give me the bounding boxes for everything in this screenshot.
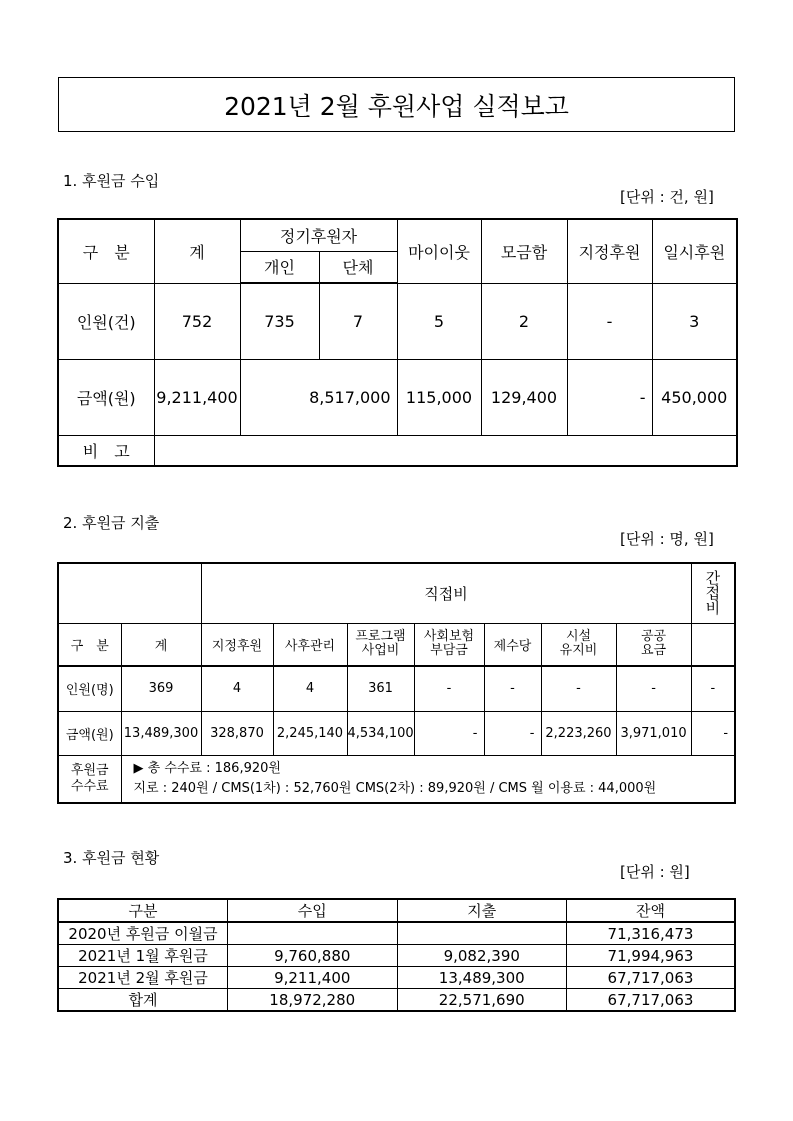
cell: 735 (240, 283, 319, 359)
cell: - (567, 283, 652, 359)
cell: 4 (201, 666, 273, 711)
expense-header-blank (58, 563, 201, 623)
expense-table (57, 562, 736, 804)
fee-breakdown-line: 지로 : 240원 / CMS(1차) : 52,760원 CMS(2차) : 89,920원 / CMS 월 이용료 : 44,000원 (133, 780, 657, 796)
expense-header-category: 구 분 (58, 623, 121, 666)
section3-unit: [단위 : 원] (620, 863, 690, 881)
cell: 129,400 (481, 359, 567, 435)
section3-heading: 3. 후원금 현황 (63, 849, 160, 867)
row-label: 2021년 2월 후원금 (58, 967, 228, 989)
cell: 8,517,000 (240, 359, 397, 435)
cell: 369 (121, 666, 201, 711)
cell: 2,223,260 (541, 711, 616, 755)
cell: 67,717,063 (567, 967, 736, 989)
cell: - (484, 711, 541, 755)
status-header-category: 구분 (58, 899, 228, 922)
fee-label: 후원금 수수료 (58, 755, 121, 803)
cell: - (567, 359, 652, 435)
cell: 13,489,300 (121, 711, 201, 755)
cell: 5 (397, 283, 481, 359)
cell: 450,000 (652, 359, 737, 435)
expense-header-insurance: 사회보험 부담금 (414, 623, 484, 666)
cell: 4 (273, 666, 347, 711)
income-header-individual: 개인 (240, 251, 319, 283)
cell: 71,316,473 (567, 922, 736, 945)
cell: 9,082,390 (397, 945, 567, 967)
expense-header-facility: 시설 유지비 (541, 623, 616, 666)
cell: 13,489,300 (397, 967, 567, 989)
cell: - (414, 666, 484, 711)
cell: 18,972,280 (228, 989, 398, 1012)
cell: 71,994,963 (567, 945, 736, 967)
cell: 9,760,880 (228, 945, 398, 967)
income-table (57, 218, 738, 467)
note-label: 비 고 (58, 435, 154, 466)
note-cell (154, 435, 737, 466)
cell (228, 922, 398, 945)
cell: - (616, 666, 691, 711)
expense-header-indirect: 간 접 비 (691, 563, 735, 623)
cell: - (414, 711, 484, 755)
page-title: 2021년 2월 후원사업 실적보고 (58, 77, 735, 132)
expense-header-total: 계 (121, 623, 201, 666)
row-label: 금액(원) (58, 711, 121, 755)
status-header-expense: 지출 (397, 899, 567, 922)
cell: 67,717,063 (567, 989, 736, 1012)
cell: 2,245,140 (273, 711, 347, 755)
expense-header-indirect-blank (691, 623, 735, 666)
cell: - (691, 711, 735, 755)
table-row (58, 359, 737, 435)
cell: 115,000 (397, 359, 481, 435)
expense-header-direct: 직접비 (201, 563, 691, 623)
cell: 328,870 (201, 711, 273, 755)
expense-header-utility: 공공 요금 (616, 623, 691, 666)
table-row (58, 666, 735, 711)
table-row (58, 711, 735, 755)
income-header-total: 계 (154, 219, 240, 283)
table-row (58, 967, 735, 989)
section2-heading: 2. 후원금 지출 (63, 514, 160, 532)
income-header-myneighbor: 마이이웃 (397, 219, 481, 283)
income-header-designated: 지정후원 (567, 219, 652, 283)
income-header-category: 구 분 (58, 219, 154, 283)
row-label: 2021년 1월 후원금 (58, 945, 228, 967)
status-header-income: 수입 (228, 899, 398, 922)
cell: - (691, 666, 735, 711)
income-header-temporary: 일시후원 (652, 219, 737, 283)
cell: 752 (154, 283, 240, 359)
row-label: 합계 (58, 989, 228, 1012)
cell: 7 (319, 283, 397, 359)
cell: 9,211,400 (228, 967, 398, 989)
table-row (58, 989, 735, 1012)
section1-heading: 1. 후원금 수입 (63, 172, 160, 190)
fee-total-line: ▶ 총 수수료 : 186,920원 (133, 760, 281, 776)
row-label: 인원(건) (58, 283, 154, 359)
cell: 3,971,010 (616, 711, 691, 755)
income-header-regular: 정기후원자 (240, 219, 397, 251)
table-row (58, 283, 737, 359)
section2-unit: [단위 : 명, 원] (620, 530, 714, 548)
cell: - (541, 666, 616, 711)
cell: 4,534,100 (347, 711, 414, 755)
table-row (58, 922, 735, 945)
cell: 9,211,400 (154, 359, 240, 435)
cell: - (484, 666, 541, 711)
cell: 2 (481, 283, 567, 359)
section1-unit: [단위 : 건, 원] (620, 188, 714, 206)
expense-header-program: 프로그램 사업비 (347, 623, 414, 666)
cell: 22,571,690 (397, 989, 567, 1012)
row-label: 2020년 후원금 이월금 (58, 922, 228, 945)
income-header-moneybox: 모금함 (481, 219, 567, 283)
cell (397, 922, 567, 945)
status-table (57, 898, 736, 1012)
fee-detail (121, 755, 735, 803)
row-label: 금액(원) (58, 359, 154, 435)
expense-header-aftercare: 사후관리 (273, 623, 347, 666)
cell: 3 (652, 283, 737, 359)
expense-header-designated: 지정후원 (201, 623, 273, 666)
row-label: 인원(명) (58, 666, 121, 711)
status-header-balance: 잔액 (567, 899, 736, 922)
table-row (58, 945, 735, 967)
expense-header-allowance: 제수당 (484, 623, 541, 666)
cell: 361 (347, 666, 414, 711)
income-header-group: 단체 (319, 251, 397, 283)
